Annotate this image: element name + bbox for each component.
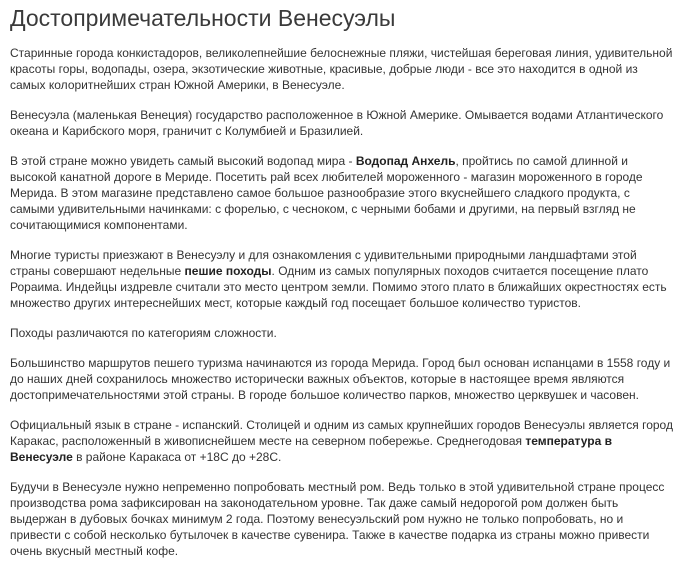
hiking-highlight: пешие походы [184, 264, 272, 278]
paragraph-hiking [10, 247, 676, 311]
paragraph-difficulty: Походы различаются по категориям сложности. [10, 326, 277, 340]
paragraph-intro: Старинные города конкистадоров, великолепнейшие белоснежные пляжи, чистейшая береговая линия, удивительной красоты горы, водопады, озера, экзотические животные, красивые, добрые люди - все это находится в одной из самых колоритнейших стран Южной Америки, в Венесуэле. [10, 46, 673, 92]
paragraph-language-text-end: в районе Каракаса от +18С до +28С. [72, 450, 282, 464]
paragraph-merida: Большинство маршрутов пешего туризма начинаются из города Мерида. Город был основан испанцами в 1558 году и до наших дней сохранилось множество исторически важных объектов, которые в настоящее время являются достопримечательностями этой страны. В городе большое количество парков, множество церквушек и часовен. [10, 356, 671, 402]
paragraph-hiking-text-end: . Одним из самых популярных походов считается посещение плато Рораима. Индейцы издревле считали это место центром земли. Помимо этого плато в ближайших окрестностях есть множество других интереснейших мест, которые каждый год посещает большое количество туристов. [10, 264, 667, 310]
paragraph-waterfall-text-end: , пройтись по самой длинной и высокой канатной дороге в Мериде. Посетить рай всех любителей мороженного - магазин мороженного в городе Мерида. В этом магазине представлено самое большое разнообразие этого вкуснейшего сладкого продукта, с самыми удивительными начинками: с форелью, с чесноком, с черными бобами и другими, на первый взгляд не сочитающимися компонентами. [10, 154, 643, 232]
paragraph-waterfall-text-start: В этой стране можно увидеть самый высокий водопад мира - [10, 154, 356, 168]
paragraph-language-text-start: Официальный язык в стране - испанский. Столицей и одним из самых крупнейших городов Венесуэлы является город Каракас, расположенный в живописнейшем месте на северном побережье. Среднегодовая [10, 418, 673, 448]
page-title: Достопримечательности Венесуэлы [10, 5, 396, 31]
paragraph-hiking-text-start: Многие туристы приезжают в Венесуэлу и для ознакомления с удивительными природными ландшафтами этой страны совершают недельные [10, 248, 637, 278]
paragraph-geography: Венесуэла (маленькая Венеция) государство расположенное в Южной Америке. Омывается водами Атлантического океана и Карибского моря, граничит с Колумбией и Бразилией. [10, 108, 664, 138]
paragraph-rum: Будучи в Венесуэле нужно непременно попробовать местный ром. Ведь только в этой удивительной стране процесс производства рома зафиксирован на законодательном уровне. Так даже самый недорогой ром должен быть выдержан в дубовых бочках минимум 2 года. Поэтому венесуэльский ром нужно не только попробовать, но и привести с собой несколько бутылочек в качестве сувенира. Также в качестве подарка из страны можно привести очень вкусный местный кофе. [10, 480, 665, 558]
temperature-highlight: температура в Венесуэле [10, 434, 612, 464]
angel-falls-highlight: Водопад Анхель [355, 154, 456, 168]
paragraph-language-climate [10, 417, 676, 465]
paragraph-waterfall [10, 153, 676, 233]
